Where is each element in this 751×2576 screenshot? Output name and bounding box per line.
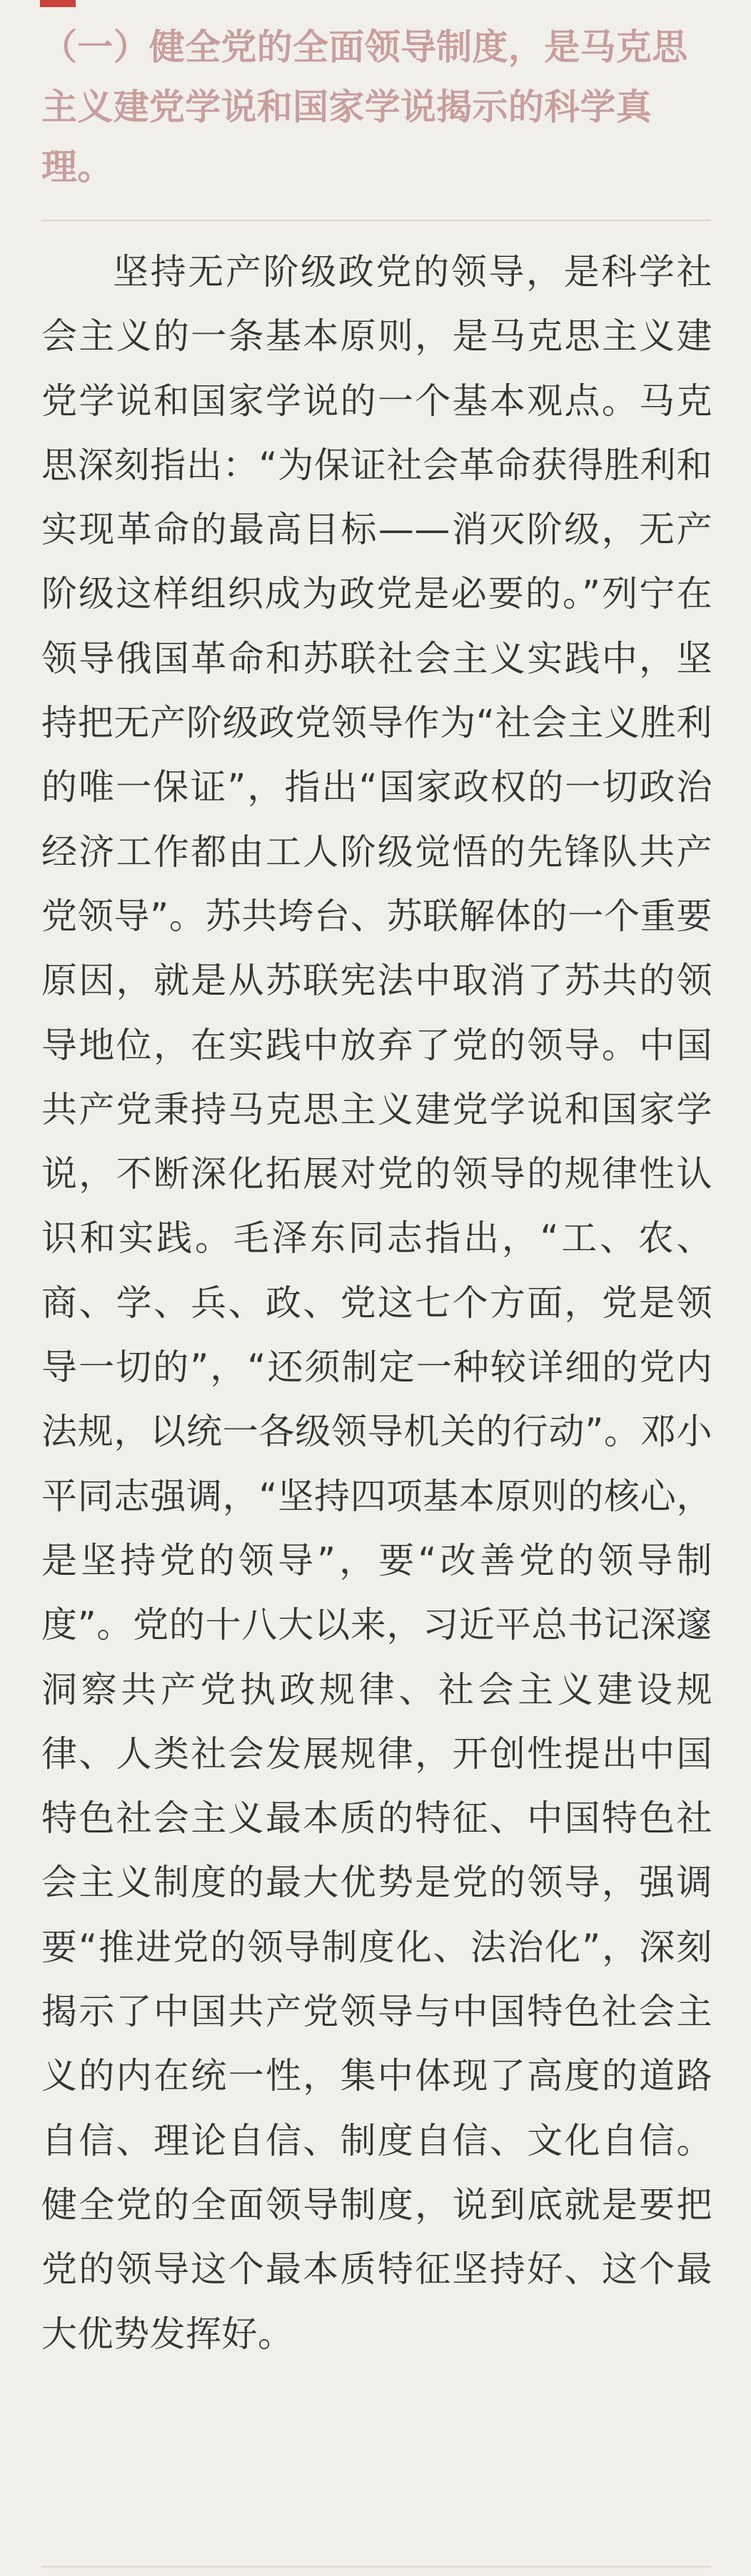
section-heading: （一）健全党的全面领导制度，是马克思主义建党学说和国家学说揭示的科学真理。 [41, 26, 688, 188]
heading-divider [41, 220, 711, 221]
body-paragraph: 坚持无产阶级政党的领导，是科学社会主义的一条基本原则，是马克思主义建党学说和国家学说的一个基本观点。马克思深刻指出：“为保证社会革命获得胜利和实现革命的最高目标——消灭阶级，无产阶级这样组织成为政党是必要的。”列宁在领导俄国革命和苏联社会主义实践中，坚持把无产阶级政党领导作为“社会主义胜利的唯一保证”，指出“国家政权的一切政治经济工作都由工人阶级觉悟的先锋队共产党领导”。苏共垮台、苏联解体的一个重要原因，就是从苏联宪法中取消了苏共的领导地位，在实践中放弃了党的领导。中国共产党秉持马克思主义建党学说和国家学说，不断深化拓展对党的领导的规律性认识和实践。毛泽东同志指出，“工、农、商、学、兵、政、党这七个方面，党是领导一切的”，“还须制定一种较详细的党内法规，以统一各级领导机关的行动”。邓小平同志强调，“坚持四项基本原则的核心，是坚持党的领导”，要“改善党的领导制度”。党的十八大以来，习近平总书记深邃洞察共产党执政规律、社会主义建设规律、人类社会发展规律，开创性提出中国特色社会主义最本质的特征、中国特色社会主义制度的最大优势是党的领导，强调要“推进党的领导制度化、法治化”，深刻揭示了中国共产党领导与中国特色社会主义的内在统一性，集中体现了高度的道路自信、理论自信、制度自信、文化自信。健全党的全面领导制度，说到底就是要把党的领导这个最本质特征坚持好、这个最大优势发挥好。 [41, 251, 712, 2355]
bottom-divider [41, 2566, 711, 2567]
accent-bar [40, 0, 76, 7]
